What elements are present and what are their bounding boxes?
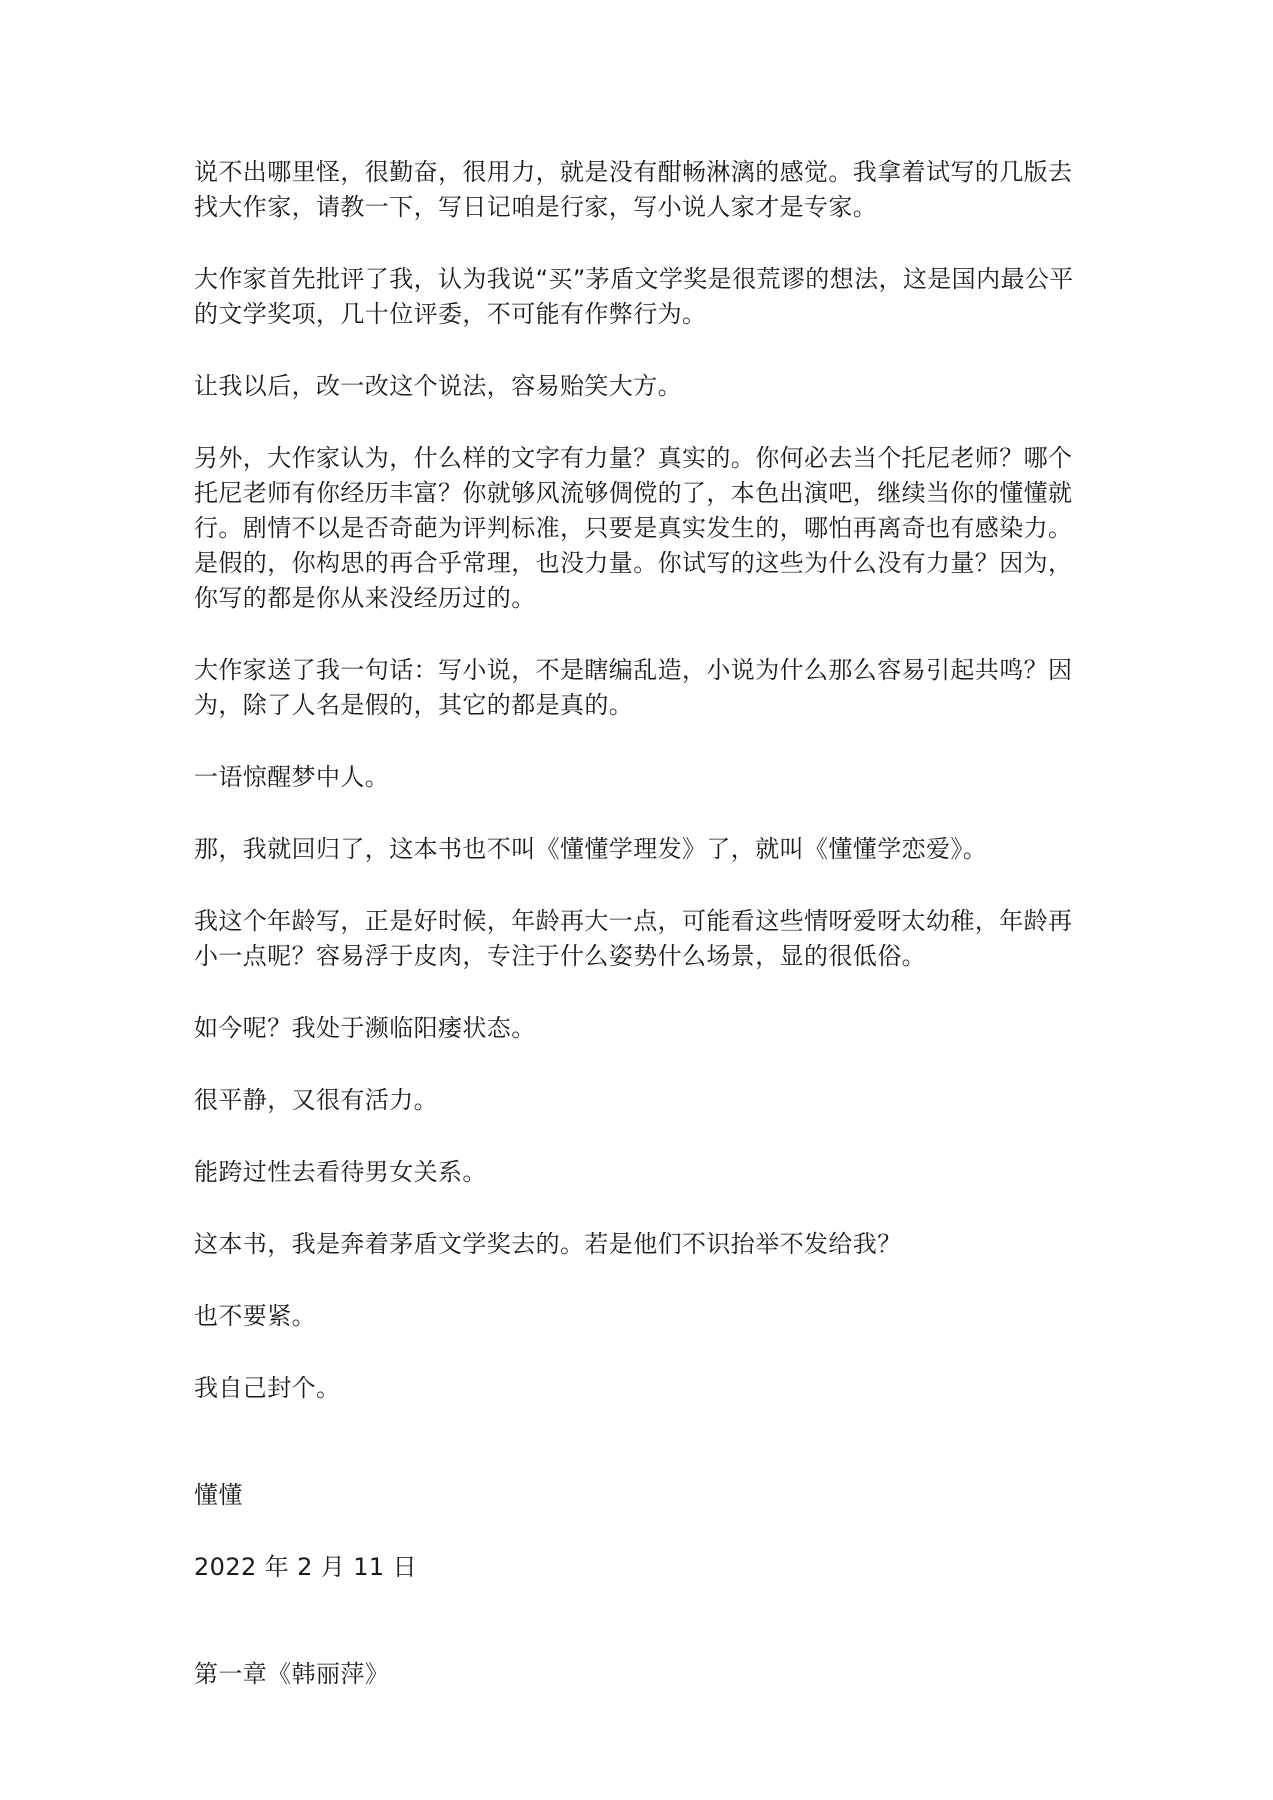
paragraph-8: 我这个年龄写，正是好时候，年龄再大一点，可能看这些情呀爱呀太幼稚，年龄再小一点呢？容易浮于皮肉，专注于什么姿势什么场景，显的很低俗。 <box>194 907 1073 970</box>
paragraph-6: 一语惊醒梦中人。 <box>194 763 390 791</box>
paragraph-4: 另外，大作家认为，什么样的文字有力量？真实的。你何必去当个托尼老师？哪个托尼老师有你经历丰富？你就够风流够倜傥的了，本色出演吧，继续当你的懂懂就行。剧情不以是否奇葩为评判标准，只要是真实发生的，哪怕再离奇也有感染力。是假的，你构思的再合乎常理，也没力量。你试写的这些为什么没有力量？因为，你写的都是你从来没经历过的。 <box>194 444 1073 612</box>
paragraph-10: 很平静，又很有活力。 <box>194 1086 438 1114</box>
paragraph-7: 那，我就回归了，这本书也不叫《懂懂学理发》了，就叫《懂懂学恋爱》。 <box>194 835 988 863</box>
paragraph-9: 如今呢？我处于濒临阳痿状态。 <box>194 1014 536 1042</box>
paragraph-12: 这本书，我是奔着茅盾文学奖去的。若是他们不识抬举不发给我？ <box>194 1230 902 1258</box>
paragraph-5: 大作家送了我一句话：写小说，不是瞎编乱造，小说为什么那么容易引起共鸣？因为，除了人名是假的，其它的都是真的。 <box>194 656 1073 719</box>
paragraph-11: 能跨过性去看待男女关系。 <box>194 1158 487 1186</box>
document-body <box>194 155 1094 1692</box>
paragraph-2: 大作家首先批评了我，认为我说“买”茅盾文学奖是很荒谬的想法，这是国内最公平的文学奖项，几十位评委，不可能有作弊行为。 <box>194 265 1074 328</box>
signature-date: 2022 年 2 月 11 日 <box>194 1553 418 1581</box>
paragraph-14: 我自己封个。 <box>194 1374 341 1402</box>
chapter-title: 第一章《韩丽萍》 <box>194 1660 390 1688</box>
paragraph-1: 说不出哪里怪，很勤奋，很用力，就是没有酣畅淋漓的感觉。我拿着试写的几版去找大作家，请教一下，写日记咱是行家，写小说人家才是专家。 <box>194 158 1073 221</box>
author-signature: 懂懂 <box>194 1481 243 1509</box>
paragraph-13: 也不要紧。 <box>194 1302 316 1330</box>
paragraph-3: 让我以后，改一改这个说法，容易贻笑大方。 <box>194 372 682 400</box>
